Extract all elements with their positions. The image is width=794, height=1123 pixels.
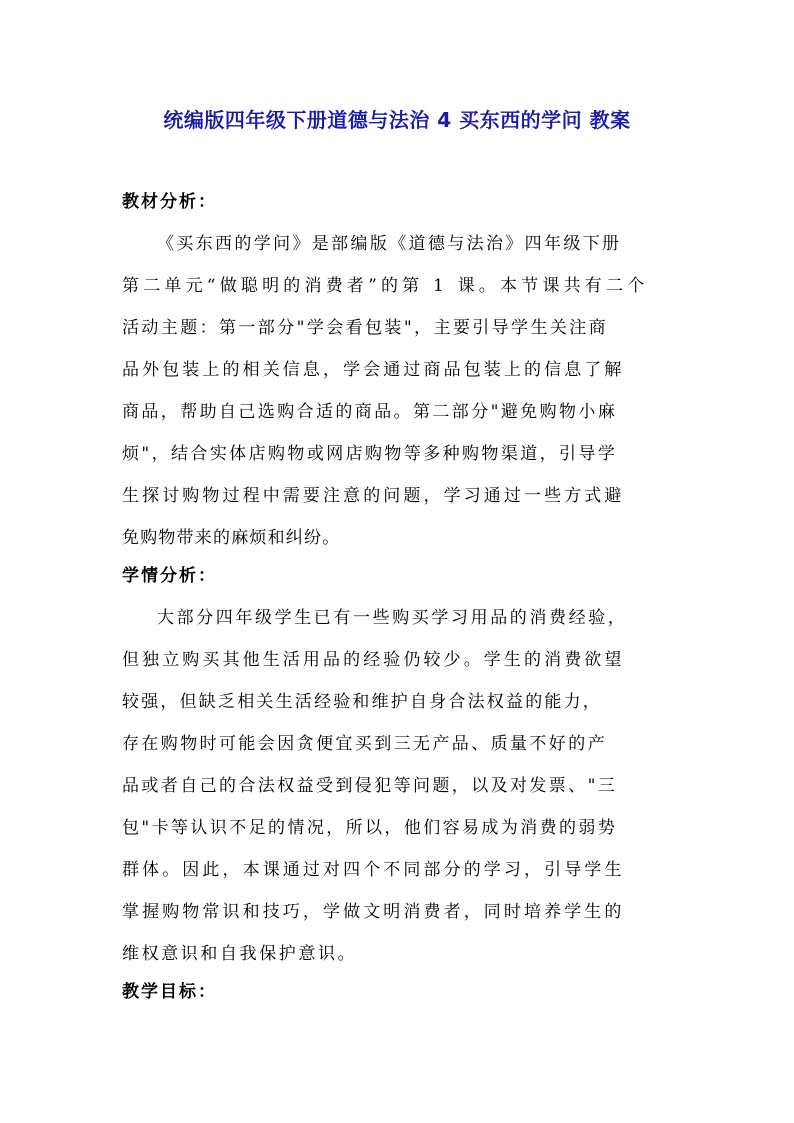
paragraph-line: 大部分四年级学生已有一些购买学习用品的消费经验， [157, 608, 628, 628]
section-heading-teaching-goals: 教学目标： [122, 982, 217, 1002]
paragraph-line: 活动主题：第一部分"学会看包装"，主要引导学生关注商 [122, 318, 609, 338]
document-title: 统编版四年级下册道德与法治 4 买东西的学问 教案 [163, 108, 631, 132]
section-heading-student-analysis: 学情分析： [122, 566, 217, 586]
paragraph-line: 但独立购买其他生活用品的经验仍较少。学生的消费欲望 [122, 650, 625, 670]
paragraph-line: 烦"，结合实体店购物或网店购物等多种购物渠道，引导学 [122, 444, 618, 464]
paragraph-line: 包"卡等认识不足的情况，所以，他们容易成为消费的弱势 [122, 818, 618, 838]
paragraph-line: 存在购物时可能会因贪便宜买到三无产品、质量不好的产 [122, 734, 607, 754]
paragraph-line: 维权意识和自我保护意识。 [122, 944, 358, 964]
paragraph-line: 群体。因此，本课通过对四个不同部分的学习，引导学生 [122, 860, 625, 880]
paragraph-line: 生探讨购物过程中需要注意的问题，学习通过一些方式避 [122, 486, 625, 506]
paragraph-line: 免购物带来的麻烦和纠纷。 [122, 528, 341, 548]
paragraph-line: 掌握购物常识和技巧，学做文明消费者，同时培养学生的 [122, 902, 625, 922]
paragraph-line: 品外包装上的相关信息，学会通过商品包装上的信息了解 [122, 360, 625, 380]
paragraph-line: 较强，但缺乏相关生活经验和维护自身合法权益的能力， [122, 692, 602, 712]
paragraph-line: 品或者自己的合法权益受到侵犯等问题，以及对发票、"三 [122, 776, 618, 796]
paragraph-line: 第二单元“做聪明的消费者”的第 1 课。本节课共有二个 [122, 276, 649, 296]
section-heading-textbook-analysis: 教材分析： [122, 192, 217, 212]
paragraph-line: 《买东西的学问》是部编版《道德与法治》四年级下册 [157, 234, 622, 254]
paragraph-line: 商品，帮助自己选购合适的商品。第二部分"避免购物小麻 [122, 402, 618, 422]
